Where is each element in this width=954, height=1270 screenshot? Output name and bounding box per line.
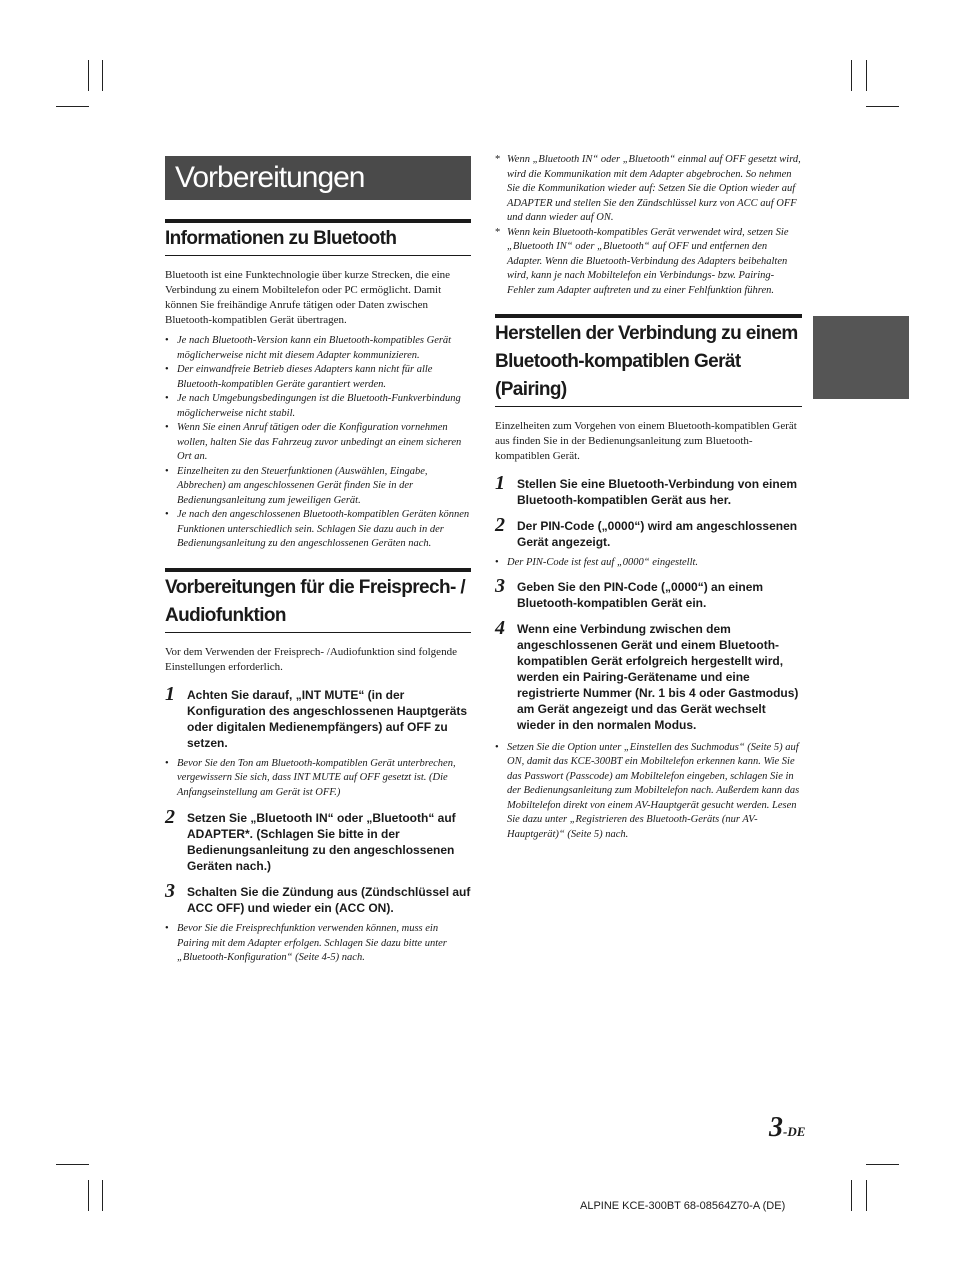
- list-item: • Je nach Bluetooth-Version kann ein Bluetooth-kompatibles Gerät möglicherweise nicht mit diesem Adapter kommunizieren.: [165, 334, 471, 363]
- preparation-intro: Vor dem Verwenden der Freisprech- /Audiofunktion sind folgende Einstellungen erforderlich.: [165, 645, 457, 673]
- list-item: • Setzen Sie die Option unter „Einstellen des Suchmodus“ (Seite 5) auf ON, damit das KCE-300BT ein Mobiltelefon erkennen kann. Wie Sie das Passwort (Passcode) am Mobiltelefon eingeben, schlagen Sie in der Bedienungsanleitung zum Mobiltelefon nach. Außerdem kann das Mobiltelefon direkt von einem AV-Hauptgerät gesucht werden. Lesen Sie dazu unter „Registrieren des Bluetooth-Geräts (nur AV-Hauptgerät)“ (Seite 5) nach.: [495, 741, 802, 843]
- crop-mark: [851, 60, 852, 91]
- step-3-notes: [165, 922, 471, 966]
- section-heading-line: Audiofunktion: [165, 604, 286, 626]
- step-2: [165, 806, 471, 874]
- step-number: 3: [165, 880, 175, 902]
- right-column: [495, 153, 802, 842]
- step-2-notes: [495, 556, 802, 571]
- page-title: Vorbereitungen: [165, 156, 471, 200]
- step-4: [495, 616, 802, 733]
- step-1: [165, 682, 471, 751]
- step-number: 2: [165, 806, 175, 828]
- step-text: Wenn eine Verbindung zwischen dem angeschlossenen Gerät und einem Bluetooth-kompatiblen Gerät erfolgreich hergestellt wird, werden ein Pairing-Gerätename und eine registrierte Nummer (Nr. 1 bis 4 oder Gastmodus) am Gerät angezeigt und das Gerät wechselt wieder in den normalen Modus.: [517, 621, 799, 732]
- list-item: • Einzelheiten zu den Steuerfunktionen (Auswählen, Eingabe, Abbrechen) am angeschlossenen Gerät finden Sie in der Bedienungsanleitung zum jeweiligen Gerät.: [165, 465, 471, 509]
- section-heading-line: Bluetooth-kompatiblen Gerät (Pairing): [495, 351, 741, 400]
- crop-mark: [88, 1180, 89, 1211]
- list-item: • Je nach den angeschlossenen Bluetooth-kompatiblen Geräten können Funktionen unterschiedlich sein. Schlagen Sie dazu auch in der Bedienungsanleitung zu den angeschlossenen Geräten nach.: [165, 508, 471, 552]
- list-item: • Wenn Sie einen Anruf tätigen oder die Konfiguration vornehmen wollen, halten Sie das Fahrzeug zuvor unbedingt an einem sicheren Ort an.: [165, 421, 471, 465]
- section-heading-line: Herstellen der Verbindung zu einem: [495, 323, 798, 344]
- step-3: [165, 880, 471, 916]
- list-item: • Der PIN-Code ist fest auf „0000“ eingestellt.: [495, 556, 802, 571]
- list-item: • Bevor Sie den Ton am Bluetooth-kompatiblen Gerät unterbrechen, vergewissern Sie sich, dass INT MUTE auf OFF gesetzt ist. (Die Anfangseinstellung am Gerät ist OFF.): [165, 757, 471, 801]
- section-heading-text: Informationen zu Bluetooth: [165, 228, 397, 249]
- list-item: • Je nach Umgebungsbedingungen ist die Bluetooth-Funkverbindung möglicherweise nicht stabil.: [165, 392, 471, 421]
- step-text: Achten Sie darauf, „INT MUTE“ (in der Konfiguration des angeschlossenen Hauptgeräts oder digitalen Medienempfängers) auf OFF zu setzen.: [187, 687, 468, 750]
- step-2: [495, 514, 802, 550]
- step-1: [495, 472, 802, 508]
- step-text: Schalten Sie die Zündung aus (Zündschlüssel auf ACC OFF) und wieder ein (ACC ON).: [187, 885, 471, 915]
- side-tab: [813, 316, 909, 399]
- crop-mark: [866, 106, 899, 107]
- step-3: [495, 574, 802, 611]
- crop-mark: [56, 1164, 89, 1165]
- crop-mark: [866, 1164, 899, 1165]
- page-number-value: 3: [769, 1112, 783, 1143]
- crop-mark: [102, 1180, 103, 1211]
- left-column: [165, 156, 471, 966]
- page-number: [769, 1112, 805, 1144]
- footnotes: [495, 153, 802, 298]
- crop-mark: [851, 1180, 852, 1211]
- section-heading-preparation: [165, 568, 471, 633]
- bluetooth-intro: Bluetooth ist eine Funktechnologie über kurze Strecken, die eine Verbindung zu einem Mobiltelefon oder PC ermöglicht. Damit können Sie freihändige Anrufe tätigen oder Daten zwischen Bluetooth-kompatiblen Gerät übertragen.: [165, 269, 451, 326]
- step-number: 1: [165, 682, 175, 705]
- list-item: • Der einwandfreie Betrieb dieses Adapters kann nicht für alle Bluetooth-kompatiblen Geräte garantiert werden.: [165, 363, 471, 392]
- list-item: • Bevor Sie die Freisprechfunktion verwenden können, muss ein Pairing mit dem Adapter erfolgen. Schlagen Sie dazu bitte unter „Bluetooth-Konfiguration“ (Seite 4-5) nach.: [165, 922, 471, 966]
- footer-code: ALPINE KCE-300BT 68-08564Z70-A (DE): [580, 1200, 786, 1212]
- crop-mark: [102, 60, 103, 91]
- step-text: Geben Sie den PIN-Code („0000“) an einem Bluetooth-kompatiblen Gerät ein.: [517, 579, 764, 610]
- crop-mark: [88, 60, 89, 91]
- step-text: Setzen Sie „Bluetooth IN“ oder „Bluetooth“ auf ADAPTER*. (Schlagen Sie bitte in der Bedienungsanleitung zu den angeschlossenen Geräten nach.): [187, 811, 456, 873]
- crop-mark: [56, 106, 89, 107]
- bluetooth-notes: [165, 334, 471, 552]
- step-number: 4: [495, 616, 505, 639]
- section-heading-pairing: [495, 314, 802, 407]
- crop-mark: [866, 1180, 867, 1211]
- step-text: Der PIN-Code („0000“) wird am angeschlossenen Gerät angezeigt.: [517, 519, 798, 549]
- step-text: Stellen Sie eine Bluetooth-Verbindung von einem Bluetooth-kompatiblen Gerät aus her.: [517, 477, 798, 507]
- footnote: * Wenn kein Bluetooth-kompatibles Gerät verwendet wird, setzen Sie „Bluetooth IN“ oder „Bluetooth“ auf OFF und entfernen den Adapter. Wenn die Bluetooth-Verbindung des Adapters beibehalten wird, kann je nach Mobiltelefon ein Verbindungs- bzw. Pairing-Fehler zum Adapter auftreten und zu einer Fehlfunktion führen.: [495, 226, 802, 299]
- step-number: 1: [495, 472, 505, 494]
- step-4-notes: [495, 741, 802, 843]
- crop-mark: [866, 60, 867, 91]
- section-heading-bluetooth-info: [165, 219, 471, 256]
- step-number: 3: [495, 574, 505, 597]
- pairing-intro: Einzelheiten zum Vorgehen von einem Bluetooth-kompatiblen Gerät aus finden Sie in der Bedienungsanleitung zum Bluetooth-kompatiblen Gerät.: [495, 420, 797, 462]
- step-1-notes: [165, 757, 471, 801]
- footnote: * Wenn „Bluetooth IN“ oder „Bluetooth“ einmal auf OFF gesetzt wird, wird die Kommunikation mit dem Adapter abgebrochen. So nehmen Sie die Kommunikation wieder auf: Setzen Sie die Option wieder auf ADAPTER und stellen Sie den Zündschlüssel kurz von ACC auf OFF und dann wieder auf ON.: [495, 153, 802, 226]
- step-number: 2: [495, 514, 505, 536]
- section-heading-line: Vorbereitungen für die Freisprech- /: [165, 576, 466, 598]
- page-number-suffix: -DE: [783, 1124, 806, 1139]
